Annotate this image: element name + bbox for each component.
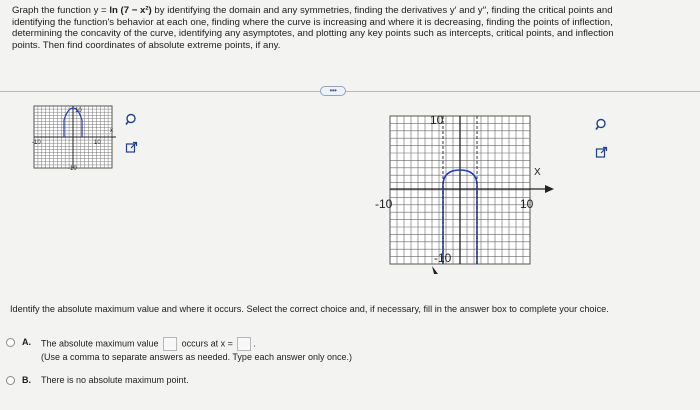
more-button[interactable]: •••	[320, 86, 346, 96]
small-zoom-button[interactable]	[123, 111, 139, 127]
small-graph-y-max: 10	[75, 108, 82, 114]
option-b-radio[interactable]	[6, 376, 15, 385]
mouse-cursor-icon	[432, 266, 438, 274]
large-graph-x-max: 10	[520, 197, 534, 211]
small-graph-x-label: x	[110, 128, 113, 134]
magnifier-icon	[595, 118, 608, 131]
option-a[interactable]	[6, 338, 686, 368]
option-a-hint: (Use a comma to separate answers as needed. Type each answer only once.)	[41, 352, 353, 362]
question-line-2: identifying the function's behavior at each one, finding where the curve is increasing and where it is decreasing, finding the points of inflection,	[12, 16, 613, 28]
question-intro: Graph the function y =	[12, 5, 110, 16]
magnifier-icon	[125, 113, 138, 126]
option-b-letter: B.	[22, 375, 31, 385]
large-graph-y-max: 10	[430, 113, 444, 127]
external-link-icon	[595, 146, 608, 159]
question-line-1-rest: by identifying the domain and any symmetries, finding the derivatives y′ and y′′, finding the critical points and	[151, 5, 613, 16]
option-a-radio[interactable]	[6, 338, 15, 347]
x-value-input[interactable]	[237, 337, 251, 351]
large-graph-y-min: -10	[434, 251, 452, 265]
option-a-text-mid: occurs at x =	[181, 338, 233, 349]
small-graph[interactable]	[30, 102, 120, 172]
small-graph-x-max: 10	[94, 140, 101, 146]
section-divider	[0, 91, 700, 92]
choice-prompt: Identify the absolute maximum value and where it occurs. Select the correct choice and, if necessary, fill in the answer box to complete your choice.	[10, 304, 609, 314]
option-a-text-pre: The absolute maximum value	[41, 338, 159, 349]
option-a-text-end: .	[253, 338, 256, 349]
large-graph-x-min: -10	[375, 197, 393, 211]
question-line-1	[12, 5, 682, 17]
option-a-letter: A.	[22, 337, 31, 347]
question-line-3: determining the concavity of the curve, identifying any asymptotes, and plotting any key points such as intercepts, critical points, and inflection	[12, 28, 614, 40]
small-graph-y-min: -10	[68, 166, 77, 172]
option-a-text	[41, 337, 256, 351]
question-line-4: points. Then find coordinates of absolute extreme points, if any.	[12, 39, 281, 51]
max-value-input[interactable]	[163, 337, 177, 351]
question-text	[12, 5, 682, 51]
external-link-icon	[125, 141, 138, 154]
large-zoom-button[interactable]	[593, 116, 609, 132]
x-axis-arrow	[545, 185, 554, 193]
small-popout-button[interactable]	[123, 139, 139, 155]
option-b-text: There is no absolute maximum point.	[41, 375, 189, 385]
option-b[interactable]	[6, 376, 686, 390]
function-expression: ln (7 − x²)	[109, 5, 152, 16]
large-popout-button[interactable]	[593, 144, 609, 160]
large-graph-x-label: X	[534, 167, 541, 178]
small-graph-x-min: -10	[32, 140, 41, 146]
large-graph	[372, 104, 562, 276]
